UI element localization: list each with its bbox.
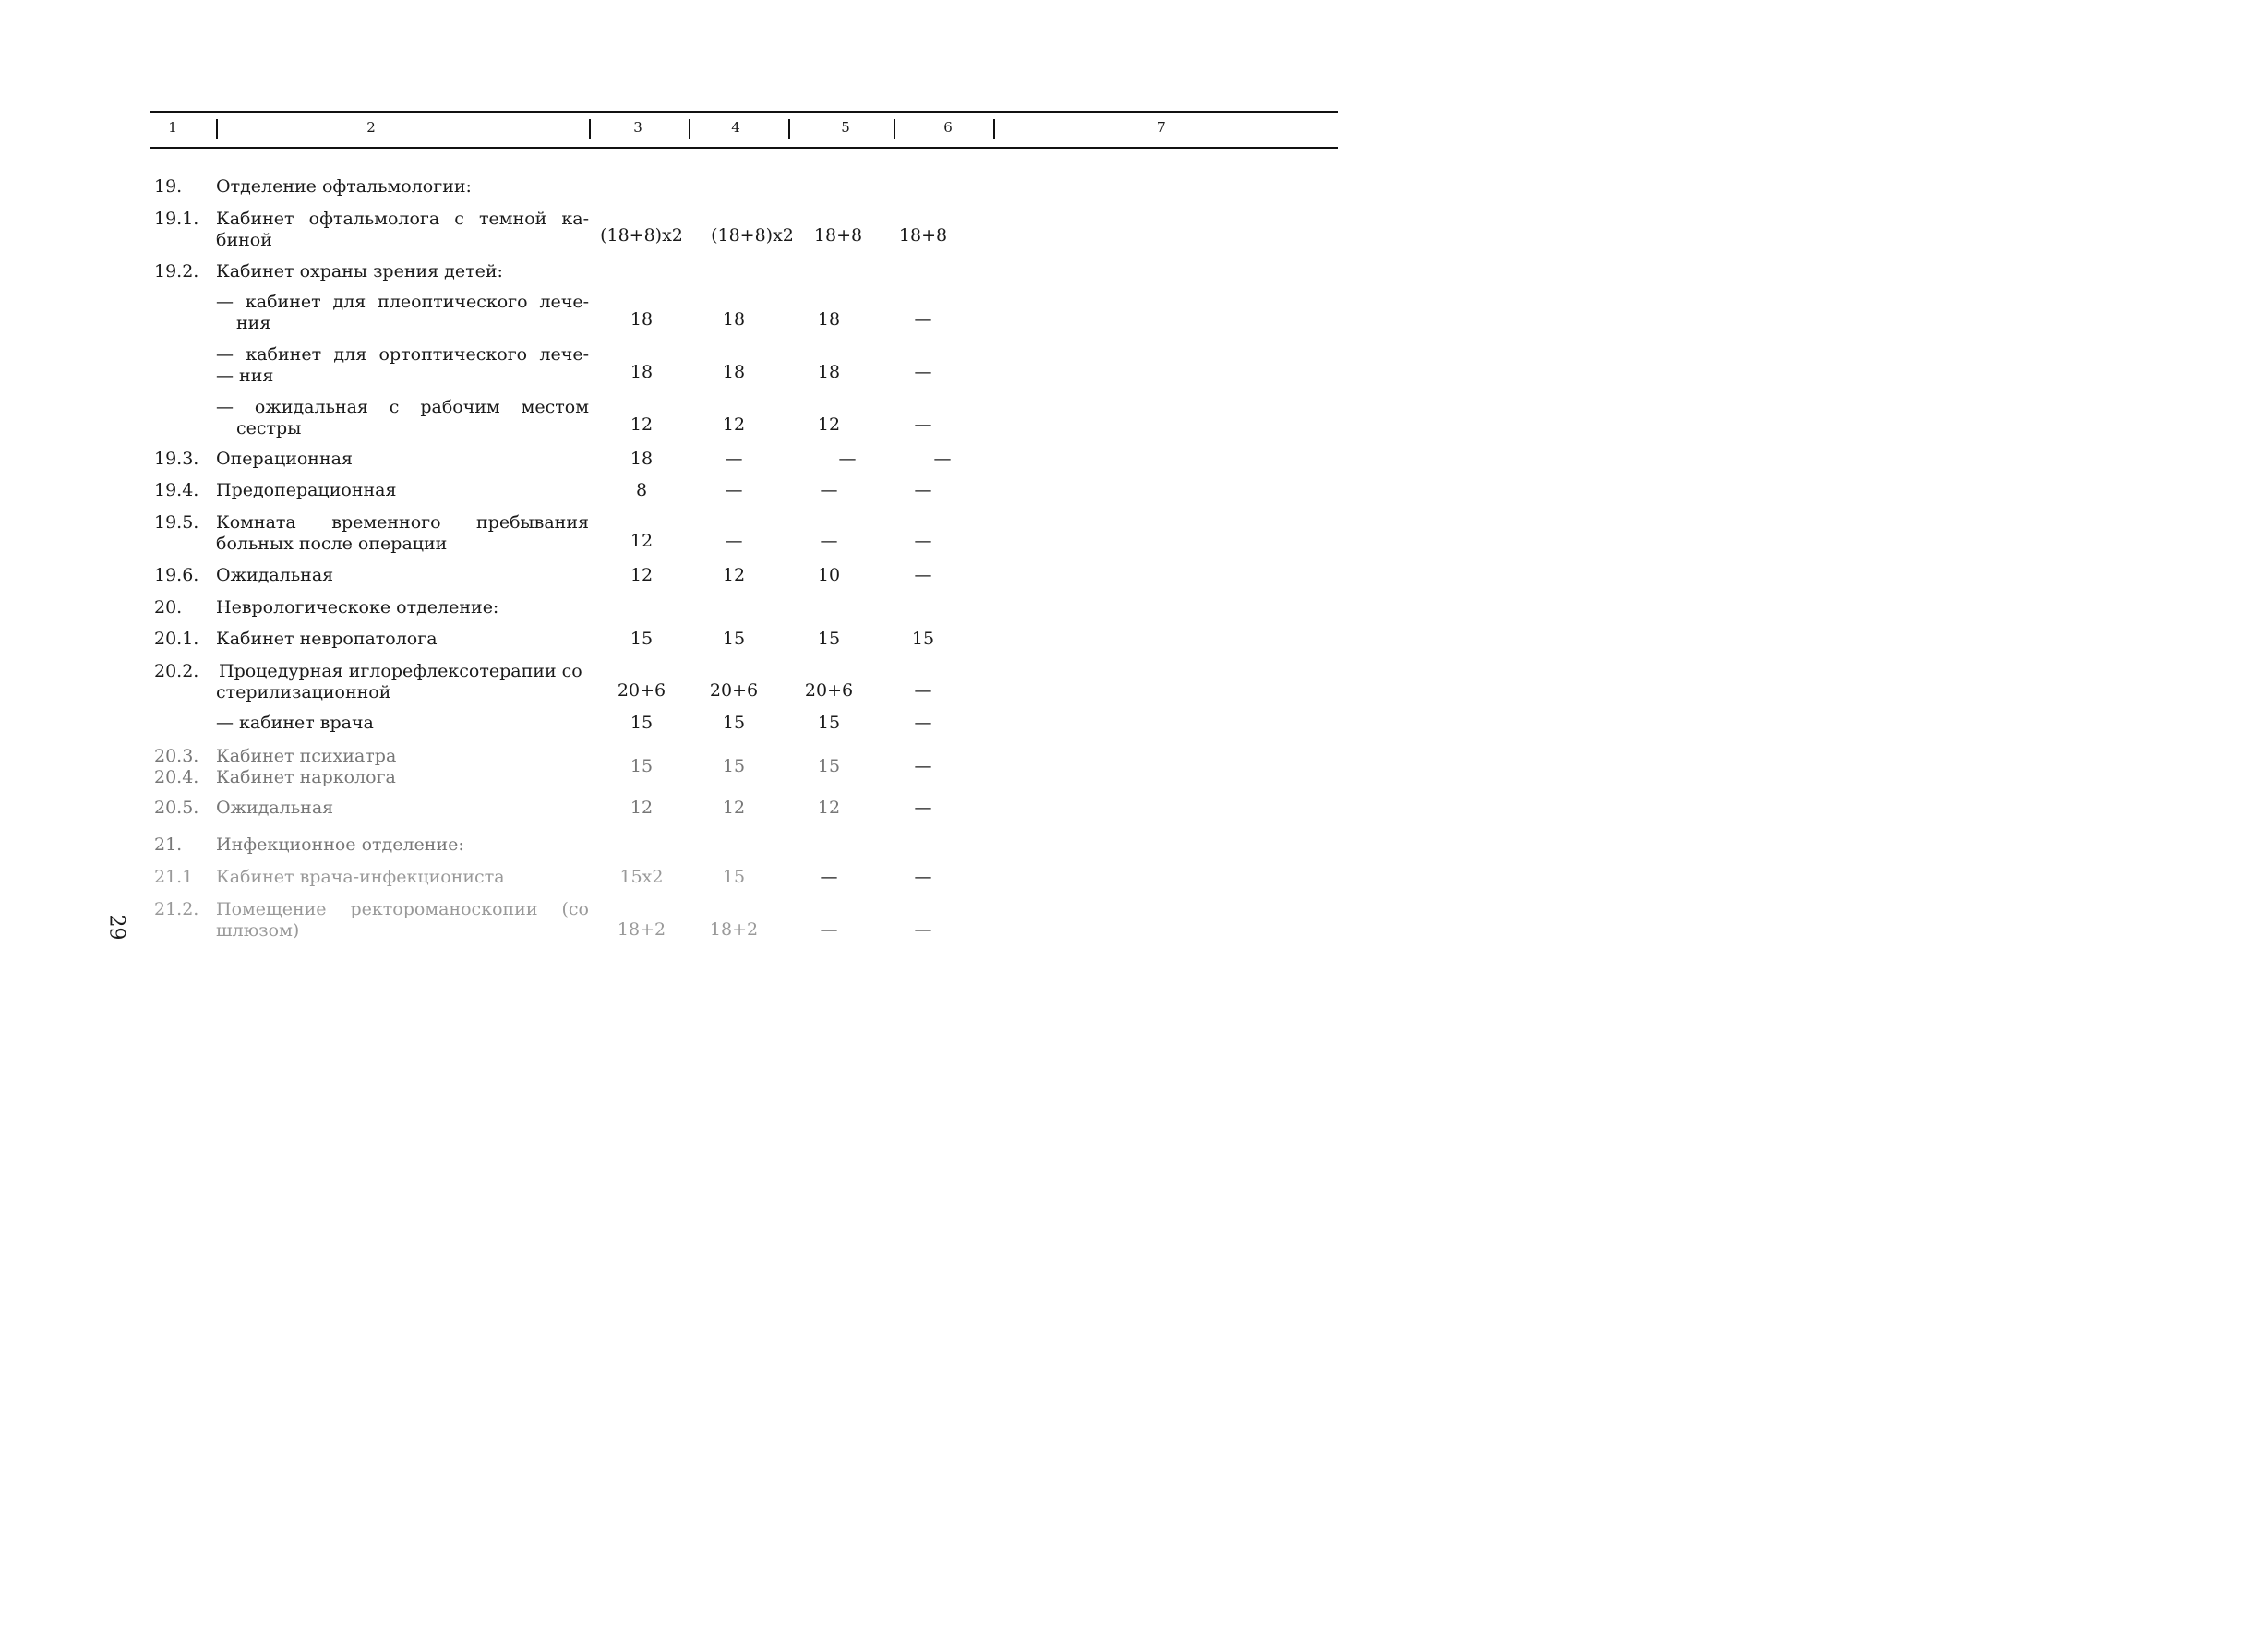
cell-col3: 8 [635,480,648,500]
cell-col3: 12 [630,798,654,818]
column-header-2: 2 [366,119,376,136]
cell-col5: 12 [817,414,841,435]
row-number: 21.2. [154,899,199,919]
row-number: 20.4. [154,767,199,787]
cell-col6: — [914,414,932,435]
row-number: 19.5. [154,512,199,533]
cell-col4: 18 [722,362,746,382]
cell-col5: 18+8 [813,225,863,246]
cell-col4: 20+6 [709,680,759,701]
row-name: Кабинет психиатра [216,746,397,766]
cell-col6: — [914,713,932,733]
column-header-6: 6 [943,119,953,136]
cell-col5: — [820,480,838,500]
cell-col3: 18+2 [617,919,666,940]
cell-col6: 15 [911,629,935,649]
cell-col6: — [914,798,932,818]
cell-col6: — [914,867,932,887]
cell-col5: 18 [817,362,841,382]
cell-col4: — [725,480,743,500]
cell-col3: 18 [630,362,654,382]
cell-col6: — [933,449,952,469]
column-separator [589,119,591,139]
cell-col4: 12 [722,565,746,585]
row-number: 19.6. [154,565,199,585]
cell-col6: — [914,756,932,776]
row-name: Инфекционное отделение: [216,834,464,855]
row-number: 20.1. [154,629,199,649]
table-header-top-rule [150,111,1338,113]
cell-col3: 15 [630,756,654,776]
cell-col4: 15 [722,629,746,649]
cell-col4: 15 [722,713,746,733]
table-header-bottom-rule [150,147,1338,149]
cell-col5: 15 [817,756,841,776]
cell-col3: 15 [630,713,654,733]
row-name: — кабинет врача [216,713,374,733]
row-number: 19.4. [154,480,199,500]
column-header-5: 5 [841,119,850,136]
row-number: 19.1. [154,209,199,229]
cell-col6: — [914,309,932,330]
cell-col5: — [820,531,838,551]
cell-col5: 15 [817,629,841,649]
cell-col4: 18 [722,309,746,330]
row-number: 21.1 [154,867,194,887]
cell-col5: — [820,867,838,887]
cell-col3: (18+8)x2 [600,225,683,246]
cell-col6: 18+8 [898,225,948,246]
cell-col5: — [838,449,857,469]
cell-col6: — [914,680,932,701]
cell-col5: 12 [817,798,841,818]
row-number: 20.3. [154,746,199,766]
cell-col6: — [914,362,932,382]
row-number: 20.5. [154,798,199,818]
column-separator [788,119,790,139]
cell-col6: — [914,531,932,551]
row-name: Процедурная иглорефлексотерапии со стерилизационной [216,661,582,702]
cell-col4: — [725,531,743,551]
column-separator [689,119,690,139]
cell-col4: 15 [722,867,746,887]
row-number: 20. [154,597,183,618]
column-separator [216,119,218,139]
row-name: Ожидальная [216,798,334,818]
row-name: Ожидальная [216,565,334,585]
cell-col3: 18 [630,309,654,330]
cell-col3: 20+6 [617,680,666,701]
column-header-1: 1 [168,119,177,136]
cell-col4: 12 [722,414,746,435]
row-number: 20.2. [154,661,199,681]
cell-col6: — [914,565,932,585]
cell-col5: 15 [817,713,841,733]
row-name: — кабинет для ортоптического лече- — ния [216,344,589,386]
column-separator [993,119,995,139]
column-header-7: 7 [1157,119,1166,136]
cell-col4: — [725,449,743,469]
row-name: Кабинет охраны зрения детей: [216,261,503,282]
cell-col3: 15 [630,629,654,649]
row-name: Отделение офтальмологии: [216,176,472,197]
cell-col5: 18 [817,309,841,330]
cell-col5: 20+6 [804,680,854,701]
cell-col4: 15 [722,756,746,776]
row-name: — ожидальная с рабочим местом сестры [216,397,589,438]
row-name: Предоперационная [216,480,397,500]
cell-col5: 10 [817,565,841,585]
row-number: 21. [154,834,183,855]
row-name: Кабинет невропатолога [216,629,438,649]
row-name: Неврологическоке отделение: [216,597,499,618]
column-header-3: 3 [633,119,642,136]
row-number: 19.3. [154,449,199,469]
document-page [0,0,1446,1035]
row-name: Кабинет нарколога [216,767,396,787]
cell-col3: 18 [630,449,654,469]
cell-col4: 18+2 [709,919,759,940]
cell-col6: — [914,919,932,940]
cell-col3: 12 [630,414,654,435]
cell-col3: 15x2 [619,867,664,887]
cell-col4: 12 [722,798,746,818]
cell-col3: 12 [630,565,654,585]
column-header-4: 4 [731,119,740,136]
row-name: Кабинет офтальмолога с темной ка- биной [216,209,589,250]
row-name: Кабинет врача-инфекциониста [216,867,505,887]
row-name: Комната временного пребывания больных после операции [216,512,589,554]
page-number: 29 [104,914,128,941]
cell-col4: (18+8)x2 [711,225,794,246]
row-number: 19. [154,176,183,197]
row-name: — кабинет для плеоптического лече- ния [216,292,589,333]
column-separator [894,119,895,139]
cell-col3: 12 [630,531,654,551]
cell-col5: — [820,919,838,940]
row-number: 19.2. [154,261,199,282]
row-name: Помещение ректороманоскопии (со шлюзом) [216,899,589,941]
cell-col6: — [914,480,932,500]
row-name: Операционная [216,449,353,469]
